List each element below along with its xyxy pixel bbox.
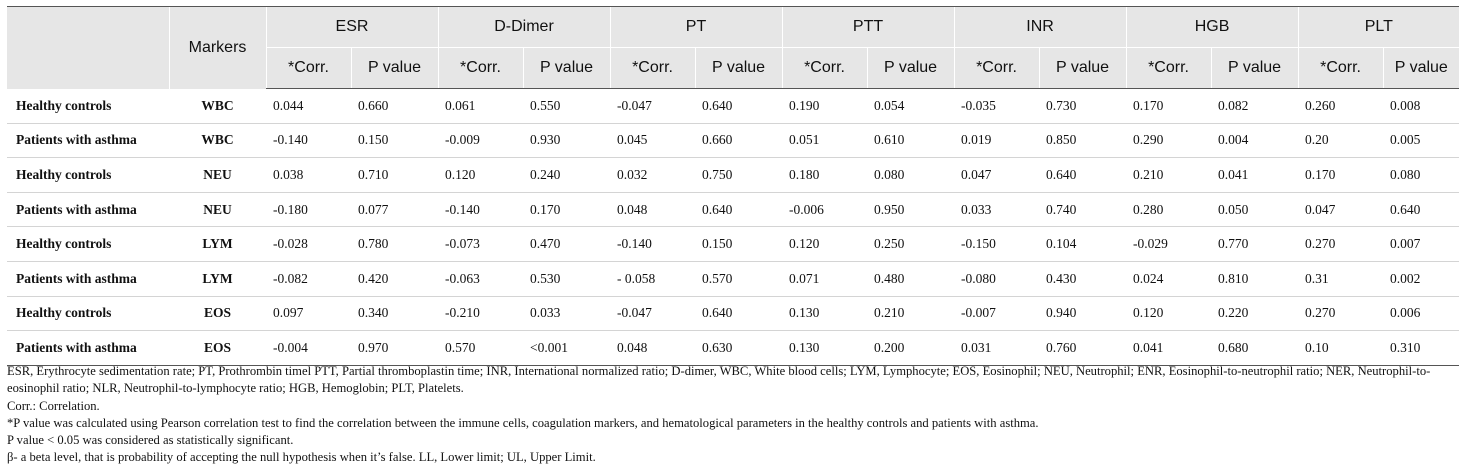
sub-header-corr: *Corr. bbox=[782, 48, 867, 89]
p-value-cell: 0.660 bbox=[695, 123, 782, 158]
p-value-cell: 0.640 bbox=[695, 192, 782, 227]
corr-value-cell: 0.120 bbox=[782, 227, 867, 262]
corr-value-cell: 0.019 bbox=[954, 123, 1039, 158]
corr-value-cell: 0.033 bbox=[954, 192, 1039, 227]
corr-value-cell: 0.190 bbox=[782, 89, 867, 124]
p-value-cell: 0.950 bbox=[867, 192, 954, 227]
footnote-significance: P value < 0.05 was considered as statistically significant. bbox=[7, 433, 294, 448]
row-group-label: Patients with asthma bbox=[7, 192, 169, 227]
corr-value-cell: -0.035 bbox=[954, 89, 1039, 124]
sub-header-corr: *Corr. bbox=[1126, 48, 1211, 89]
row-marker-label: LYM bbox=[169, 227, 266, 262]
sub-header-p-value: P value bbox=[695, 48, 782, 89]
footnote-p-value-method: *P value was calculated using Pearson correlation test to find the correlation between the immune cells, coagulation markers, and hematological parameters in the healthy controls and patients with asthma. bbox=[7, 415, 1039, 430]
group-header-ptt: PTT bbox=[782, 7, 954, 48]
p-value-cell: 0.008 bbox=[1383, 89, 1459, 124]
p-value-cell: 0.730 bbox=[1039, 89, 1126, 124]
row-group-label: Patients with asthma bbox=[7, 261, 169, 296]
table-row bbox=[7, 89, 1459, 124]
group-header-pt: PT bbox=[610, 7, 782, 48]
corr-value-cell: 0.024 bbox=[1126, 261, 1211, 296]
group-header-inr: INR bbox=[954, 7, 1126, 48]
p-value-cell: <0.001 bbox=[523, 331, 610, 366]
corr-value-cell: -0.006 bbox=[782, 192, 867, 227]
corr-value-cell: 0.048 bbox=[610, 331, 695, 366]
corr-value-cell: 0.061 bbox=[438, 89, 523, 124]
row-marker-label: EOS bbox=[169, 296, 266, 331]
p-value-cell: 0.610 bbox=[867, 123, 954, 158]
corr-value-cell: 0.041 bbox=[1126, 331, 1211, 366]
corr-value-cell: -0.140 bbox=[610, 227, 695, 262]
p-value-cell: 0.002 bbox=[1383, 261, 1459, 296]
p-value-cell: 0.220 bbox=[1211, 296, 1298, 331]
p-value-cell: 0.550 bbox=[523, 89, 610, 124]
p-value-cell: 0.770 bbox=[1211, 227, 1298, 262]
header-blank-cell bbox=[7, 7, 169, 89]
corr-value-cell: 0.180 bbox=[782, 158, 867, 193]
corr-value-cell: -0.004 bbox=[266, 331, 351, 366]
p-value-cell: 0.640 bbox=[695, 89, 782, 124]
table-row bbox=[7, 296, 1459, 331]
corr-value-cell: 0.120 bbox=[1126, 296, 1211, 331]
p-value-cell: 0.077 bbox=[351, 192, 438, 227]
corr-value-cell: -0.082 bbox=[266, 261, 351, 296]
corr-value-cell: 0.045 bbox=[610, 123, 695, 158]
corr-value-cell: -0.073 bbox=[438, 227, 523, 262]
corr-value-cell: - 0.058 bbox=[610, 261, 695, 296]
corr-value-cell: 0.032 bbox=[610, 158, 695, 193]
corr-value-cell: 0.044 bbox=[266, 89, 351, 124]
corr-value-cell: 0.120 bbox=[438, 158, 523, 193]
p-value-cell: 0.420 bbox=[351, 261, 438, 296]
corr-value-cell: -0.028 bbox=[266, 227, 351, 262]
row-group-label: Healthy controls bbox=[7, 89, 169, 124]
p-value-cell: 0.850 bbox=[1039, 123, 1126, 158]
corr-value-cell: 0.130 bbox=[782, 331, 867, 366]
corr-value-cell: 0.270 bbox=[1298, 296, 1383, 331]
corr-value-cell: 0.047 bbox=[954, 158, 1039, 193]
p-value-cell: 0.054 bbox=[867, 89, 954, 124]
p-value-cell: 0.170 bbox=[523, 192, 610, 227]
corr-value-cell: 0.170 bbox=[1298, 158, 1383, 193]
sub-header-corr: *Corr. bbox=[954, 48, 1039, 89]
row-group-label: Patients with asthma bbox=[7, 331, 169, 366]
corr-value-cell: -0.029 bbox=[1126, 227, 1211, 262]
corr-value-cell: 0.051 bbox=[782, 123, 867, 158]
corr-value-cell: -0.063 bbox=[438, 261, 523, 296]
p-value-cell: 0.080 bbox=[1383, 158, 1459, 193]
row-marker-label: NEU bbox=[169, 158, 266, 193]
correlation-table bbox=[7, 6, 1459, 366]
p-value-cell: 0.080 bbox=[867, 158, 954, 193]
p-value-cell: 0.780 bbox=[351, 227, 438, 262]
table-footnotes bbox=[7, 363, 1457, 467]
p-value-cell: 0.150 bbox=[695, 227, 782, 262]
header-row-groups bbox=[7, 7, 1459, 48]
corr-value-cell: 0.170 bbox=[1126, 89, 1211, 124]
sub-header-corr: *Corr. bbox=[610, 48, 695, 89]
row-group-label: Healthy controls bbox=[7, 158, 169, 193]
p-value-cell: 0.740 bbox=[1039, 192, 1126, 227]
corr-value-cell: 0.270 bbox=[1298, 227, 1383, 262]
p-value-cell: 0.050 bbox=[1211, 192, 1298, 227]
corr-value-cell: -0.140 bbox=[266, 123, 351, 158]
sub-header-corr: *Corr. bbox=[438, 48, 523, 89]
row-marker-label: LYM bbox=[169, 261, 266, 296]
table-row bbox=[7, 158, 1459, 193]
row-group-label: Patients with asthma bbox=[7, 123, 169, 158]
p-value-cell: 0.006 bbox=[1383, 296, 1459, 331]
row-marker-label: WBC bbox=[169, 89, 266, 124]
p-value-cell: 0.200 bbox=[867, 331, 954, 366]
group-header-d-dimer: D-Dimer bbox=[438, 7, 610, 48]
p-value-cell: 0.104 bbox=[1039, 227, 1126, 262]
table-header bbox=[7, 7, 1459, 89]
corr-value-cell: -0.180 bbox=[266, 192, 351, 227]
row-group-label: Healthy controls bbox=[7, 227, 169, 262]
row-marker-label: NEU bbox=[169, 192, 266, 227]
corr-value-cell: 0.130 bbox=[782, 296, 867, 331]
p-value-cell: 0.760 bbox=[1039, 331, 1126, 366]
p-value-cell: 0.810 bbox=[1211, 261, 1298, 296]
row-marker-label: EOS bbox=[169, 331, 266, 366]
p-value-cell: 0.660 bbox=[351, 89, 438, 124]
sub-header-p-value: P value bbox=[351, 48, 438, 89]
p-value-cell: 0.530 bbox=[523, 261, 610, 296]
p-value-cell: 0.250 bbox=[867, 227, 954, 262]
sub-header-p-value: P value bbox=[867, 48, 954, 89]
corr-value-cell: 0.570 bbox=[438, 331, 523, 366]
corr-value-cell: 0.210 bbox=[1126, 158, 1211, 193]
p-value-cell: 0.310 bbox=[1383, 331, 1459, 366]
sub-header-p-value: P value bbox=[1039, 48, 1126, 89]
sub-header-p-value: P value bbox=[1383, 48, 1459, 89]
corr-value-cell: -0.150 bbox=[954, 227, 1039, 262]
p-value-cell: 0.240 bbox=[523, 158, 610, 193]
p-value-cell: 0.750 bbox=[695, 158, 782, 193]
sub-header-p-value: P value bbox=[523, 48, 610, 89]
corr-value-cell: 0.290 bbox=[1126, 123, 1211, 158]
corr-value-cell: 0.10 bbox=[1298, 331, 1383, 366]
group-header-esr: ESR bbox=[266, 7, 438, 48]
p-value-cell: 0.082 bbox=[1211, 89, 1298, 124]
table-row bbox=[7, 331, 1459, 366]
group-header-hgb: HGB bbox=[1126, 7, 1298, 48]
p-value-cell: 0.033 bbox=[523, 296, 610, 331]
p-value-cell: 0.210 bbox=[867, 296, 954, 331]
corr-value-cell: 0.038 bbox=[266, 158, 351, 193]
p-value-cell: 0.041 bbox=[1211, 158, 1298, 193]
corr-value-cell: -0.009 bbox=[438, 123, 523, 158]
row-group-label: Healthy controls bbox=[7, 296, 169, 331]
sub-header-corr: *Corr. bbox=[266, 48, 351, 89]
corr-value-cell: 0.260 bbox=[1298, 89, 1383, 124]
sub-header-corr: *Corr. bbox=[1298, 48, 1383, 89]
p-value-cell: 0.470 bbox=[523, 227, 610, 262]
p-value-cell: 0.710 bbox=[351, 158, 438, 193]
corr-value-cell: -0.047 bbox=[610, 89, 695, 124]
p-value-cell: 0.970 bbox=[351, 331, 438, 366]
corr-value-cell: 0.097 bbox=[266, 296, 351, 331]
p-value-cell: 0.480 bbox=[867, 261, 954, 296]
p-value-cell: 0.930 bbox=[523, 123, 610, 158]
p-value-cell: 0.007 bbox=[1383, 227, 1459, 262]
p-value-cell: 0.940 bbox=[1039, 296, 1126, 331]
correlation-table-container bbox=[7, 6, 1457, 366]
footnote-corr: Corr.: Correlation. bbox=[7, 398, 100, 413]
corr-value-cell: -0.007 bbox=[954, 296, 1039, 331]
p-value-cell: 0.630 bbox=[695, 331, 782, 366]
table-row bbox=[7, 192, 1459, 227]
footnote-beta: β- a beta level, that is probability of accepting the null hypothesis when it’s false. LL, Lower limit; UL, Upper Limit. bbox=[7, 450, 596, 465]
p-value-cell: 0.680 bbox=[1211, 331, 1298, 366]
p-value-cell: 0.004 bbox=[1211, 123, 1298, 158]
p-value-cell: 0.570 bbox=[695, 261, 782, 296]
corr-value-cell: 0.031 bbox=[954, 331, 1039, 366]
p-value-cell: 0.340 bbox=[351, 296, 438, 331]
corr-value-cell: 0.280 bbox=[1126, 192, 1211, 227]
corr-value-cell: -0.210 bbox=[438, 296, 523, 331]
markers-header: Markers bbox=[169, 7, 266, 89]
table-row bbox=[7, 123, 1459, 158]
table-row bbox=[7, 227, 1459, 262]
p-value-cell: 0.640 bbox=[695, 296, 782, 331]
sub-header-p-value: P value bbox=[1211, 48, 1298, 89]
corr-value-cell: -0.047 bbox=[610, 296, 695, 331]
p-value-cell: 0.150 bbox=[351, 123, 438, 158]
corr-value-cell: 0.071 bbox=[782, 261, 867, 296]
p-value-cell: 0.640 bbox=[1039, 158, 1126, 193]
corr-value-cell: 0.048 bbox=[610, 192, 695, 227]
corr-value-cell: 0.31 bbox=[1298, 261, 1383, 296]
corr-value-cell: 0.047 bbox=[1298, 192, 1383, 227]
p-value-cell: 0.640 bbox=[1383, 192, 1459, 227]
p-value-cell: 0.005 bbox=[1383, 123, 1459, 158]
table-body bbox=[7, 89, 1459, 366]
table-row bbox=[7, 261, 1459, 296]
corr-value-cell: -0.140 bbox=[438, 192, 523, 227]
group-header-plt: PLT bbox=[1298, 7, 1459, 48]
row-marker-label: WBC bbox=[169, 123, 266, 158]
p-value-cell: 0.430 bbox=[1039, 261, 1126, 296]
corr-value-cell: -0.080 bbox=[954, 261, 1039, 296]
footnote-abbreviations: ESR, Erythrocyte sedimentation rate; PT, Prothrombin timel PTT, Partial thromboplastin time; INR, International normalized ratio; D-dimer, WBC, White blood cells; LYM, Lymphocyte; EOS, Eosinophil; NEU, Neutrophil; ENR, Eosinophil-to-neutrophil ratio; NER, Neutrophil-to-eosinophil ratio; NLR, Neutrophil-to-lymphocyte ratio; HGB, Hemoglobin; PLT, Platelets. bbox=[7, 364, 1431, 396]
corr-value-cell: 0.20 bbox=[1298, 123, 1383, 158]
